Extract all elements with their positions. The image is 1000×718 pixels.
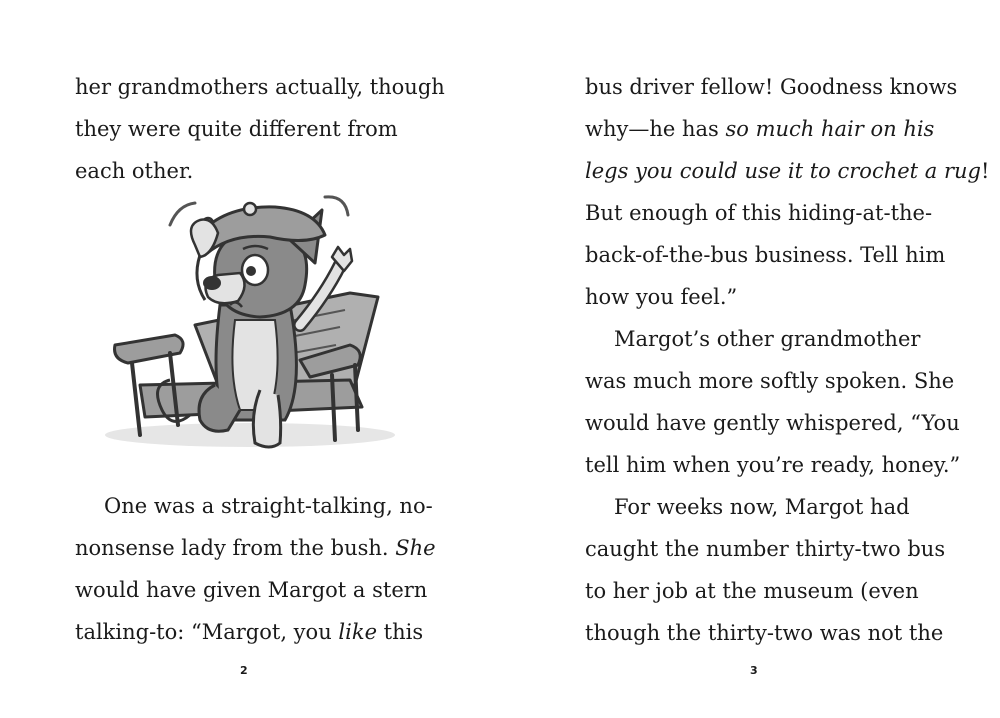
text-run: ! (980, 159, 990, 183)
left-top-paragraph (75, 66, 445, 192)
text-line: they were quite different from (75, 117, 398, 141)
left-bottom-paragraph (75, 485, 436, 653)
text-line (585, 108, 989, 150)
text-line: caught the number thirty-two bus (585, 537, 946, 561)
text-line: For weeks now, Margot had (614, 495, 910, 519)
italic-run: legs you could use it to crochet a rug (585, 159, 981, 183)
text-line: how you feel.” (585, 285, 738, 309)
text-line (585, 150, 989, 192)
text-line: was much more softly spoken. She (585, 369, 955, 393)
text-run: talking-to: “Margot, you (75, 620, 339, 644)
page-number: 2 (240, 664, 249, 677)
text-line: to her job at the museum (even (585, 579, 919, 603)
italic-run: like (338, 620, 377, 644)
italic-run: She (395, 536, 436, 560)
text-run: nonsense lady from the bush. (75, 536, 396, 560)
text-line: back-of-the-bus business. Tell him (585, 243, 946, 267)
text-line: each other. (75, 159, 194, 183)
text-line: bus driver fellow! Goodness knows (585, 75, 958, 99)
text-line: But enough of this hiding-at-the- (585, 201, 933, 225)
text-line (75, 527, 436, 569)
italic-run: so much hair on his (725, 117, 935, 141)
cartoon-dog-on-chair-icon (100, 185, 400, 465)
text-line: her grandmothers actually, though (75, 75, 445, 99)
text-line: Margot’s other grandmother (614, 327, 921, 351)
right-page (500, 0, 1000, 718)
right-body-text (585, 66, 989, 654)
text-line: would have given Margot a stern (75, 578, 428, 602)
text-run: why—he has (585, 117, 726, 141)
text-line: would have gently whispered, “You (585, 411, 960, 435)
text-line: though the thirty-two was not the (585, 621, 944, 645)
text-line (75, 611, 436, 653)
text-run: this (377, 620, 424, 644)
text-line: tell him when you’re ready, honey.” (585, 453, 961, 477)
text-line: One was a straight-talking, no- (104, 494, 433, 518)
page-number: 3 (750, 664, 759, 677)
